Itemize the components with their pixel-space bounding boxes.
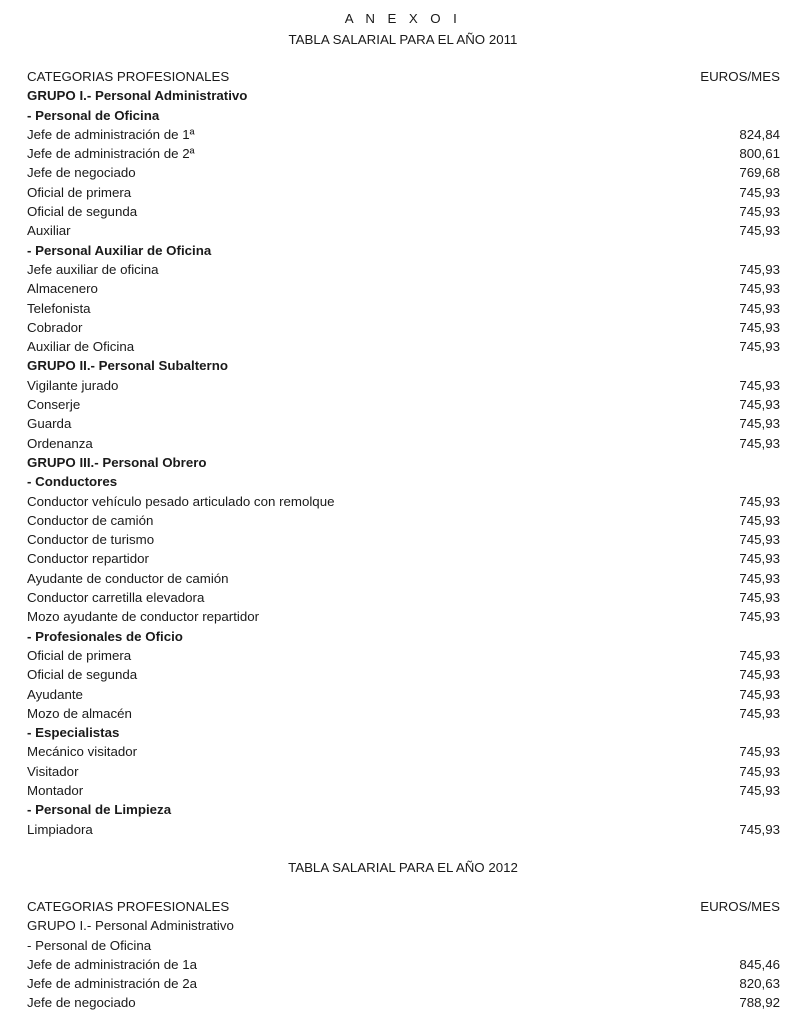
category-label: Montador bbox=[27, 782, 84, 798]
category-label: Oficial de segunda bbox=[27, 204, 138, 220]
table-row bbox=[27, 685, 780, 704]
amount-value: 745,93 bbox=[739, 705, 780, 721]
table-row bbox=[27, 549, 780, 568]
section-heading bbox=[27, 800, 780, 819]
category-label: Telefonista bbox=[27, 300, 91, 316]
section-heading bbox=[27, 106, 780, 125]
category-label: Ayudante bbox=[27, 686, 83, 702]
category-label: Jefe de administración de 1ª bbox=[27, 126, 195, 142]
category-label: Jefe de administración de 2a bbox=[27, 976, 198, 992]
category-label: Conductor vehículo pesado articulado con remolque bbox=[27, 493, 335, 509]
amount-value: 745,93 bbox=[739, 416, 780, 432]
amount-value: 745,93 bbox=[739, 782, 780, 798]
section-heading bbox=[27, 453, 780, 472]
salary-table-2011 bbox=[27, 67, 780, 839]
amount-value: 745,93 bbox=[739, 397, 780, 413]
category-label: Ayudante de conductor de camión bbox=[27, 570, 229, 586]
table-row bbox=[27, 511, 780, 530]
amount-value: 800,61 bbox=[739, 146, 780, 162]
table-row bbox=[27, 183, 780, 202]
table-row bbox=[27, 993, 780, 1012]
table-row bbox=[27, 202, 780, 221]
amount-value: 745,93 bbox=[739, 821, 780, 837]
amount-value: 745,93 bbox=[739, 532, 780, 548]
amount-value: 745,93 bbox=[739, 300, 780, 316]
table-row bbox=[27, 955, 780, 974]
table-row bbox=[27, 742, 780, 761]
category-label: Jefe auxiliar de oficina bbox=[27, 261, 159, 277]
amount-value: 745,93 bbox=[739, 223, 780, 239]
table-row bbox=[27, 279, 780, 298]
category-label: Ordenanza bbox=[27, 435, 93, 451]
table-row bbox=[27, 337, 780, 356]
amount-column-header: EUROS/MES bbox=[700, 69, 780, 84]
amount-value: 745,93 bbox=[739, 204, 780, 220]
category-label: Auxiliar de Oficina bbox=[27, 339, 135, 355]
category-label: Oficial de primera bbox=[27, 184, 132, 200]
category-label: Conductor carretilla elevadora bbox=[27, 590, 205, 606]
amount-value: 745,93 bbox=[739, 551, 780, 567]
table-row bbox=[27, 260, 780, 279]
amount-value: 745,93 bbox=[739, 261, 780, 277]
salary-table-2012 bbox=[27, 897, 780, 1013]
category-label: Mozo ayudante de conductor repartidor bbox=[27, 609, 260, 625]
category-label: Guarda bbox=[27, 416, 72, 432]
table-row bbox=[27, 974, 780, 993]
category-label: Conductor repartidor bbox=[27, 551, 149, 567]
category-label: Jefe de negociado bbox=[27, 995, 136, 1011]
category-label: - Especialistas bbox=[27, 725, 120, 741]
category-label: Jefe de administración de 1a bbox=[27, 956, 198, 972]
table-2011-title: TABLA SALARIAL PARA EL AÑO 2011 bbox=[288, 32, 518, 47]
category-column-header: CATEGORIAS PROFESIONALES bbox=[27, 899, 230, 914]
table-row bbox=[27, 395, 780, 414]
table-row bbox=[27, 299, 780, 318]
amount-value: 745,93 bbox=[739, 435, 780, 451]
category-label: Mecánico visitador bbox=[27, 744, 138, 760]
amount-value: 745,93 bbox=[739, 570, 780, 586]
section-heading bbox=[27, 627, 780, 646]
amount-value: 788,92 bbox=[739, 995, 780, 1011]
category-label: Vigilante jurado bbox=[27, 377, 119, 393]
amount-value: 845,46 bbox=[739, 956, 780, 972]
category-label: - Personal de Oficina bbox=[27, 107, 160, 123]
category-label: GRUPO I.- Personal Administrativo bbox=[27, 88, 248, 104]
amount-value: 745,93 bbox=[739, 763, 780, 779]
amount-value: 745,93 bbox=[739, 590, 780, 606]
amount-value: 745,93 bbox=[739, 339, 780, 355]
table-row bbox=[27, 434, 780, 453]
table-row bbox=[27, 318, 780, 337]
table-row bbox=[27, 492, 780, 511]
table-row bbox=[27, 704, 780, 723]
table-row bbox=[27, 820, 780, 839]
amount-value: 745,93 bbox=[739, 184, 780, 200]
category-label: - Personal de Limpieza bbox=[27, 802, 172, 818]
category-label: Oficial de segunda bbox=[27, 667, 138, 683]
amount-value: 745,93 bbox=[739, 647, 780, 663]
table-row bbox=[27, 665, 780, 684]
category-label: Limpiadora bbox=[27, 821, 93, 837]
category-label: Mozo de almacén bbox=[27, 705, 132, 721]
category-label: - Personal de Oficina bbox=[27, 937, 152, 953]
amount-value: 745,93 bbox=[739, 281, 780, 297]
table-row bbox=[27, 646, 780, 665]
amount-value: 745,93 bbox=[739, 609, 780, 625]
category-label: Conductor de camión bbox=[27, 512, 154, 528]
section-heading bbox=[27, 356, 780, 375]
table-row bbox=[27, 588, 780, 607]
section-heading bbox=[27, 241, 780, 260]
table-row bbox=[27, 221, 780, 240]
section-heading bbox=[27, 916, 780, 935]
table-row bbox=[27, 530, 780, 549]
category-label: Jefe de administración de 2ª bbox=[27, 146, 195, 162]
amount-value: 745,93 bbox=[739, 744, 780, 760]
table-row bbox=[27, 569, 780, 588]
table-header-row bbox=[27, 897, 780, 916]
table-row bbox=[27, 144, 780, 163]
table-row bbox=[27, 414, 780, 433]
table-row bbox=[27, 781, 780, 800]
category-label: Jefe de negociado bbox=[27, 165, 136, 181]
category-label: Auxiliar bbox=[27, 223, 71, 239]
category-label: Conserje bbox=[27, 397, 81, 413]
amount-value: 745,93 bbox=[739, 319, 780, 335]
amount-value: 745,93 bbox=[739, 493, 780, 509]
amount-value: 745,93 bbox=[739, 686, 780, 702]
category-label: GRUPO III.- Personal Obrero bbox=[27, 454, 207, 470]
amount-value: 745,93 bbox=[739, 377, 780, 393]
table-2012-title: TABLA SALARIAL PARA EL AÑO 2012 bbox=[288, 860, 518, 875]
category-column-header: CATEGORIAS PROFESIONALES bbox=[27, 69, 230, 84]
category-label: Cobrador bbox=[27, 319, 83, 335]
category-label: GRUPO I.- Personal Administrativo bbox=[27, 918, 234, 934]
table-row bbox=[27, 125, 780, 144]
category-label: - Profesionales de Oficio bbox=[27, 628, 183, 644]
category-label: Oficial de primera bbox=[27, 647, 132, 663]
category-label: - Conductores bbox=[27, 474, 118, 490]
amount-column-header: EUROS/MES bbox=[700, 899, 780, 914]
table-header-row bbox=[27, 67, 780, 86]
section-heading bbox=[27, 936, 780, 955]
category-label: GRUPO II.- Personal Subalterno bbox=[27, 358, 228, 374]
category-label: Almacenero bbox=[27, 281, 98, 297]
section-heading bbox=[27, 86, 780, 105]
category-label: Conductor de turismo bbox=[27, 532, 155, 548]
table-row bbox=[27, 607, 780, 626]
amount-value: 769,68 bbox=[739, 165, 780, 181]
table-row bbox=[27, 376, 780, 395]
amount-value: 745,93 bbox=[739, 667, 780, 683]
amount-value: 745,93 bbox=[739, 512, 780, 528]
amount-value: 820,63 bbox=[739, 976, 780, 992]
section-heading bbox=[27, 723, 780, 742]
annex-title: A N E X O I bbox=[344, 11, 462, 26]
amount-value: 824,84 bbox=[739, 126, 780, 142]
table-row bbox=[27, 762, 780, 781]
category-label: Visitador bbox=[27, 763, 79, 779]
table-row bbox=[27, 163, 780, 182]
section-heading bbox=[27, 472, 780, 491]
category-label: - Personal Auxiliar de Oficina bbox=[27, 242, 212, 258]
